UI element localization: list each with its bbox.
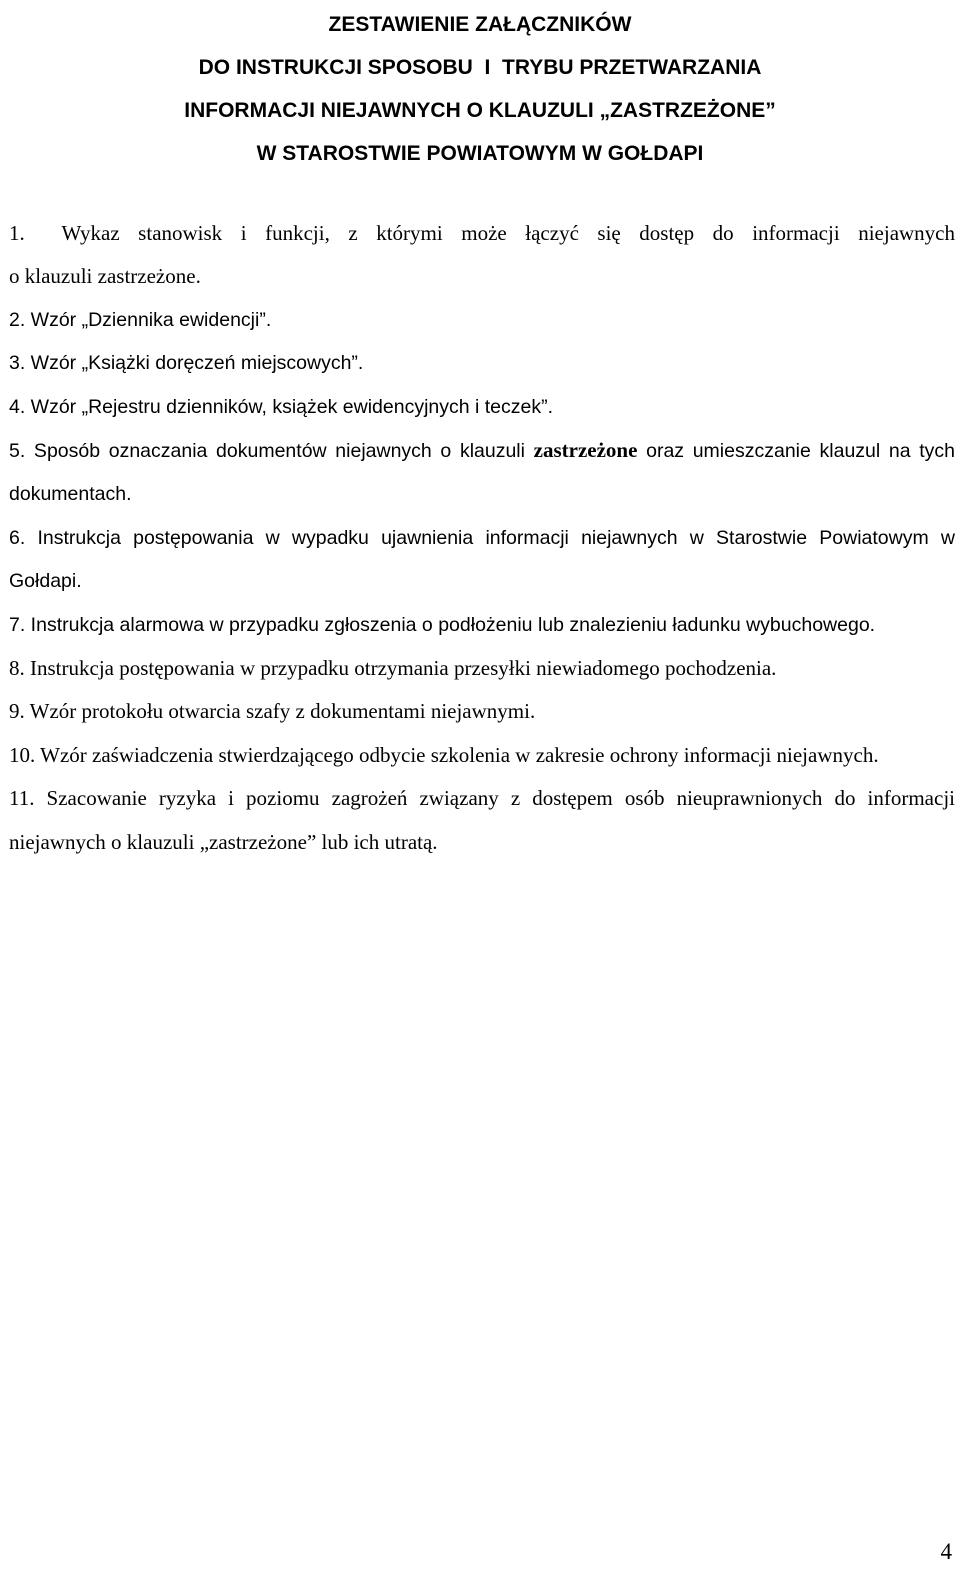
list-item-9: 9. Wzór protokołu otwarcia szafy z dokumentami niejawnymi. [9,699,536,724]
list-item-6: 6. Instrukcja postępowania w wypadku ujawnienia informacji niejawnych w Starostwie Powiatowym w Gołdapi. [9,526,955,593]
list-item-4: 4. Wzór „Rejestru dzienników, książek ewidencyjnych i teczek”. [9,395,554,418]
list-item-5-text-before: 5. Sposób oznaczania dokumentów niejawnych o klauzuli [9,440,534,463]
list-item-1 [9,212,955,299]
list-item-7: 7. Instrukcja alarmowa w przypadku zgłoszenia o podłożeniu lub znalezieniu ładunku wybuchowego. [9,613,876,636]
list-item-1-line-1: 1. Wykaz stanowisk i funkcji, z którymi może łączyć się dostęp do informacji niejawnych [9,221,955,245]
page-number: 4 [940,1539,952,1564]
list-item-5-emphasis: zastrzeżone [533,438,638,463]
list-item-8: 8. Instrukcja postępowania w przypadku otrzymania przesyłki niewiadomego pochodzenia. [9,656,777,681]
title-line-2: DO INSTRUKCJI SPOSOBU I TRYBU PRZETWARZANIA [198,56,762,79]
list-item-2: 2. Wzór „Dziennika ewidencji”. [9,308,272,331]
attachments-list [9,212,955,864]
title-line-3: INFORMACJI NIEJAWNYCH O KLAUZULI „ZASTRZEŻONE” [184,99,776,122]
list-item-11: 11. Szacowanie ryzyka i poziomu zagrożeń związany z dostępem osób nieuprawnionych do informacji niejawnych o klauzuli „zastrzeżone” lub ich utratą. [9,786,955,854]
title-line-1: ZESTAWIENIE ZAŁĄCZNIKÓW [328,13,632,36]
list-item-10: 10. Wzór zaświadczenia stwierdzającego odbycie szkolenia w zakresie ochrony informacji niejawnych. [9,742,879,767]
document-title [0,3,960,175]
list-item-5 [9,429,955,517]
list-item-5-text-after: oraz umieszczanie klauzul na tych dokumentach. [9,440,956,506]
list-item-3: 3. Wzór „Książki doręczeń miejscowych”. [9,352,364,375]
title-line-4: W STAROSTWIE POWIATOWYM W GOŁDAPI [256,142,704,165]
list-item-1-line-2: o klauzuli zastrzeżone. [9,264,201,289]
